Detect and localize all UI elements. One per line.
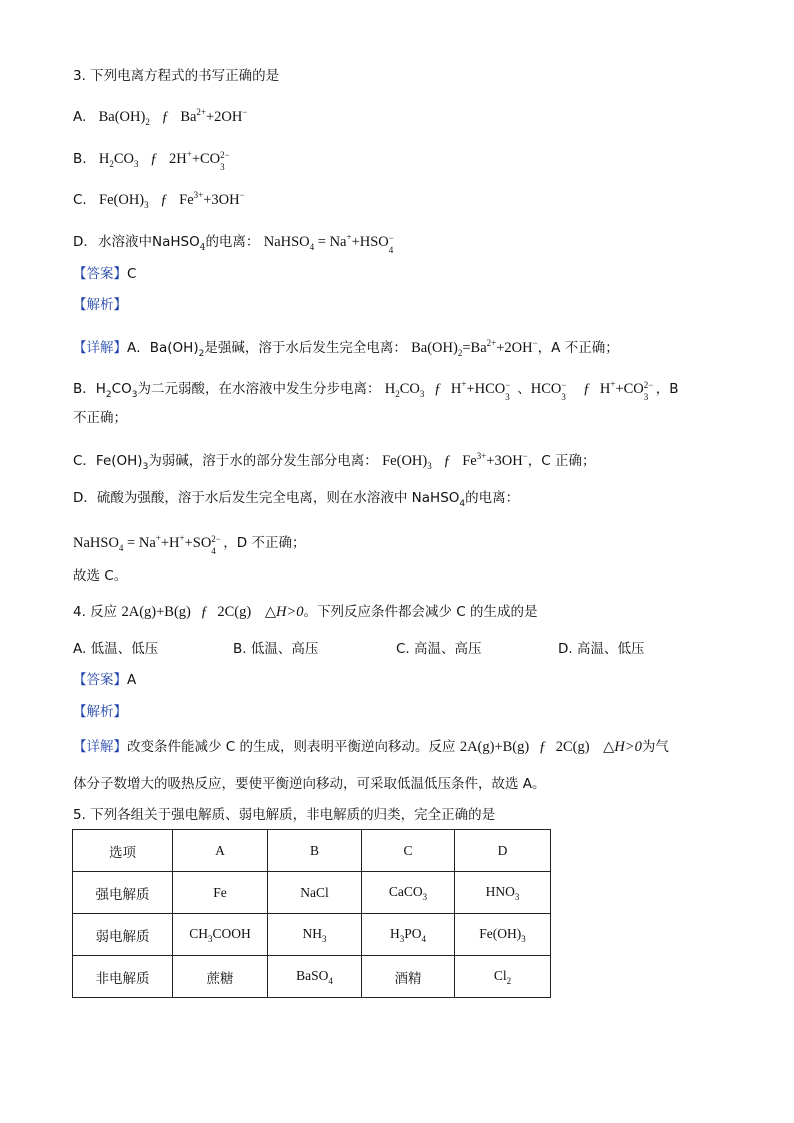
superscript: + [186,149,192,159]
equilibrium-arrow: ƒ [538,739,547,755]
subscript: 4 [199,243,206,253]
subscript: 4 [459,499,466,509]
equilibrium-arrow: ƒ [200,604,208,620]
formula: H [450,381,462,397]
superscript: 2+ [196,107,206,117]
superscript: − [532,338,538,348]
formula: NH [302,925,322,941]
equilibrium-arrow: ƒ [583,381,591,397]
superscript: + [610,379,616,389]
subscript: 4 [211,546,216,556]
subscript: 3 [505,392,510,402]
option-letter: A. [73,109,87,125]
stem-text: 。下列反应条件都会减少 C 的生成的是 [303,604,538,620]
superscript: − [239,190,245,200]
q3-conclusion: 故选 C。 [73,568,128,584]
formula: HNO [485,883,515,899]
formula: H [98,151,110,167]
formula: 2C(g) [217,604,252,620]
formula: CO [399,381,420,397]
q3-detail-b-cont: 不正确； [73,410,127,426]
table-header-cell: 选项 [73,830,173,872]
row-label: 强电解质 [73,872,173,914]
q3-detail-d-equation [73,529,305,557]
table-header-cell: D [455,830,551,872]
formula: CH [189,925,208,941]
q3-option-a [73,103,247,131]
detail-text: 的电离： [465,490,520,506]
table-row [73,956,551,998]
subscript: 3 [427,461,432,471]
row-label: 弱电解质 [73,914,173,956]
q3-detail-a [73,334,619,363]
subscript: 3 [643,392,649,402]
q3-option-c [73,186,245,214]
detail-text: 为气 [641,739,669,755]
option-text: 水溶液中NaHSO [97,234,200,250]
option-letter: B. [73,151,87,167]
option-letter: D. [73,234,88,250]
q3-detail-c [73,447,595,476]
superscript: 2+ [486,338,497,348]
subscript: 3 [561,392,566,402]
superscript: − [242,107,248,117]
q4-answer [73,671,136,689]
superscript: + [461,379,467,389]
formula: 2H [169,151,187,167]
detail-text: 改变条件能减少 C 的生成，则表明平衡逆向移动。反应 [127,739,456,755]
table-cell [362,914,455,956]
formula: BaSO [296,967,329,983]
formula: CO [113,151,134,167]
subscript: 3 [521,933,526,944]
formula: COOH [212,925,251,941]
detail-text: C．Fe(OH) [73,453,143,469]
subscript: 3 [134,159,139,169]
q4-detail [73,738,669,756]
formula: Fe [179,192,194,208]
table-header-row [73,830,551,872]
equilibrium-arrow: ƒ [150,151,158,167]
q4-detail-cont: 体分子数增大的吸热反应，要使平衡逆向移动，可采取低温低压条件，故选 A。 [73,776,546,792]
formula: = Na [127,535,156,551]
formula: Ba(OH) [98,109,146,125]
formula: H [599,381,611,397]
formula: Cl [493,967,507,983]
row-label: 非电解质 [73,956,173,998]
subscript: 3 [142,462,149,472]
subscript: 3 [399,933,405,944]
formula: H [384,381,396,397]
classification-table [72,829,551,998]
q4-option-a: A. 低温、低压 [73,641,159,657]
detail-text: D．硫酸为强酸，溶于水后发生完全电离，则在水溶液中 NaHSO [73,490,460,506]
superscript: + [155,533,161,543]
formula: H [389,925,400,941]
subscript: 4 [328,975,333,986]
subscript: 4 [309,242,315,252]
table-cell [268,956,362,998]
formula: +SO [184,535,212,551]
formula: +2OH [496,340,533,356]
equilibrium-arrow: ƒ [161,109,169,125]
q3-analysis-label: 【解析】 [73,297,127,313]
q4-option-c: C. 高温、高压 [396,641,482,657]
answer-label: 【答案】 [73,672,127,688]
detail-text: ，A 不正确； [537,340,619,356]
superscript: 3+ [193,190,204,200]
table-cell: 蔗糖 [173,956,268,998]
table-header-cell: A [173,830,268,872]
superscript: 2− [211,534,221,544]
q4-option-b: B. 低温、高压 [233,641,319,657]
subscript: 3 [144,200,149,210]
subscript: 2 [198,349,205,359]
formula: 2A(g)+B(g) [459,739,530,755]
q3-answer [73,265,136,283]
table-cell [173,914,268,956]
subscript: 2 [395,389,400,399]
equilibrium-arrow: ƒ [443,453,451,469]
detail-text: A．Ba(OH) [127,340,199,356]
table-row [73,914,551,956]
detail-text: 是强碱，溶于水后发生完全电离： [204,340,407,356]
subscript: 4 [421,933,426,944]
table-cell [268,914,362,956]
formula: +CO [615,381,644,397]
superscript: − [561,380,567,390]
formula: NaHSO [263,234,310,250]
subscript: 3 [514,891,520,902]
formula: Fe(OH) [382,453,428,469]
table-cell [455,872,551,914]
formula: +2OH [206,109,243,125]
formula: +3OH [203,192,240,208]
subscript: 2 [506,975,512,986]
subscript: 2 [145,117,150,127]
subscript: 3 [322,933,327,944]
superscript: − [505,380,511,390]
q4-analysis-label: 【解析】 [73,704,127,720]
subscript: 2 [457,348,463,358]
answer-value: C [127,266,137,282]
equilibrium-arrow: ƒ [160,192,168,208]
detail-label: 【详解】 [73,739,127,755]
enthalpy: △H>0 [264,604,304,620]
formula: +CO [191,151,221,167]
detail-text: ，C 正确； [527,453,596,469]
formula: Fe(OH) [99,192,145,208]
detail-text: 为弱碱，溶于水的部分发生部分电离： [148,453,378,469]
detail-text: 为二元弱酸，在水溶液中发生分步电离： [137,381,381,397]
enthalpy: △H>0 [603,739,642,755]
q3-option-b [73,145,232,173]
subscript: 3 [220,162,225,172]
superscript: + [179,533,185,543]
formula: Ba [180,109,197,125]
formula: HCO [530,381,562,397]
formula: CaCO [388,883,423,899]
answer-label: 【答案】 [73,266,127,282]
subscript: 4 [388,245,394,255]
q3-option-d [73,228,401,257]
option-text: 的电离： [205,234,260,250]
option-letter: C. [73,192,87,208]
subscript: 2 [109,159,114,169]
q4-stem [73,603,538,621]
superscript: − [522,451,528,461]
formula: +HSO [351,234,389,250]
table-cell: Fe [173,872,268,914]
detail-text: 、 [517,381,531,397]
table-cell [455,914,551,956]
superscript: + [346,232,352,242]
formula: +3OH [486,453,523,469]
detail-text: ，D 不正确； [223,535,306,551]
table-header-cell: C [362,830,455,872]
formula: Ba(OH) [411,340,458,356]
table-header-cell: B [268,830,362,872]
table-cell: 酒精 [362,956,455,998]
superscript: 3+ [476,451,487,461]
subscript: 2 [105,390,112,400]
q4-options [73,640,723,658]
subscript: 3 [131,390,138,400]
formula: 2A(g)+B(g) [121,604,191,620]
detail-label: 【详解】 [73,340,127,356]
subscript: 3 [422,891,428,902]
q3-detail-d [73,489,519,513]
formula: PO [404,925,422,941]
superscript: 2− [643,380,654,390]
detail-text: B．H [73,381,106,397]
q3-detail-b [73,375,679,404]
stem-text: 4. 反应 [73,604,118,620]
subscript: 3 [208,933,213,944]
formula: NaHSO [73,535,119,551]
formula: Fe(OH) [479,925,522,941]
formula: +H [160,535,180,551]
table-row [73,872,551,914]
q5-stem: 5. 下列各组关于强电解质、弱电解质，非电解质的归类，完全正确的是 [73,807,496,823]
q4-option-d: D. 高温、低压 [558,641,645,657]
formula: = Na [317,234,347,250]
table-cell [455,956,551,998]
superscript: − [388,233,394,243]
formula: Ba [470,340,487,356]
table-cell: NaCl [268,872,362,914]
equilibrium-arrow: ƒ [434,381,442,397]
subscript: 3 [419,389,425,399]
formula: 2C(g) [555,739,590,755]
equals-sign: = [462,340,471,356]
q3-stem: 3. 下列电离方程式的书写正确的是 [73,68,280,84]
formula: +HCO [466,381,506,397]
subscript: 4 [118,543,124,553]
formula: CO [111,381,132,397]
superscript: 2− [220,150,230,160]
answer-value: A [127,672,137,688]
detail-text: ，B [655,381,679,397]
formula: Fe [462,453,477,469]
table-cell [362,872,455,914]
